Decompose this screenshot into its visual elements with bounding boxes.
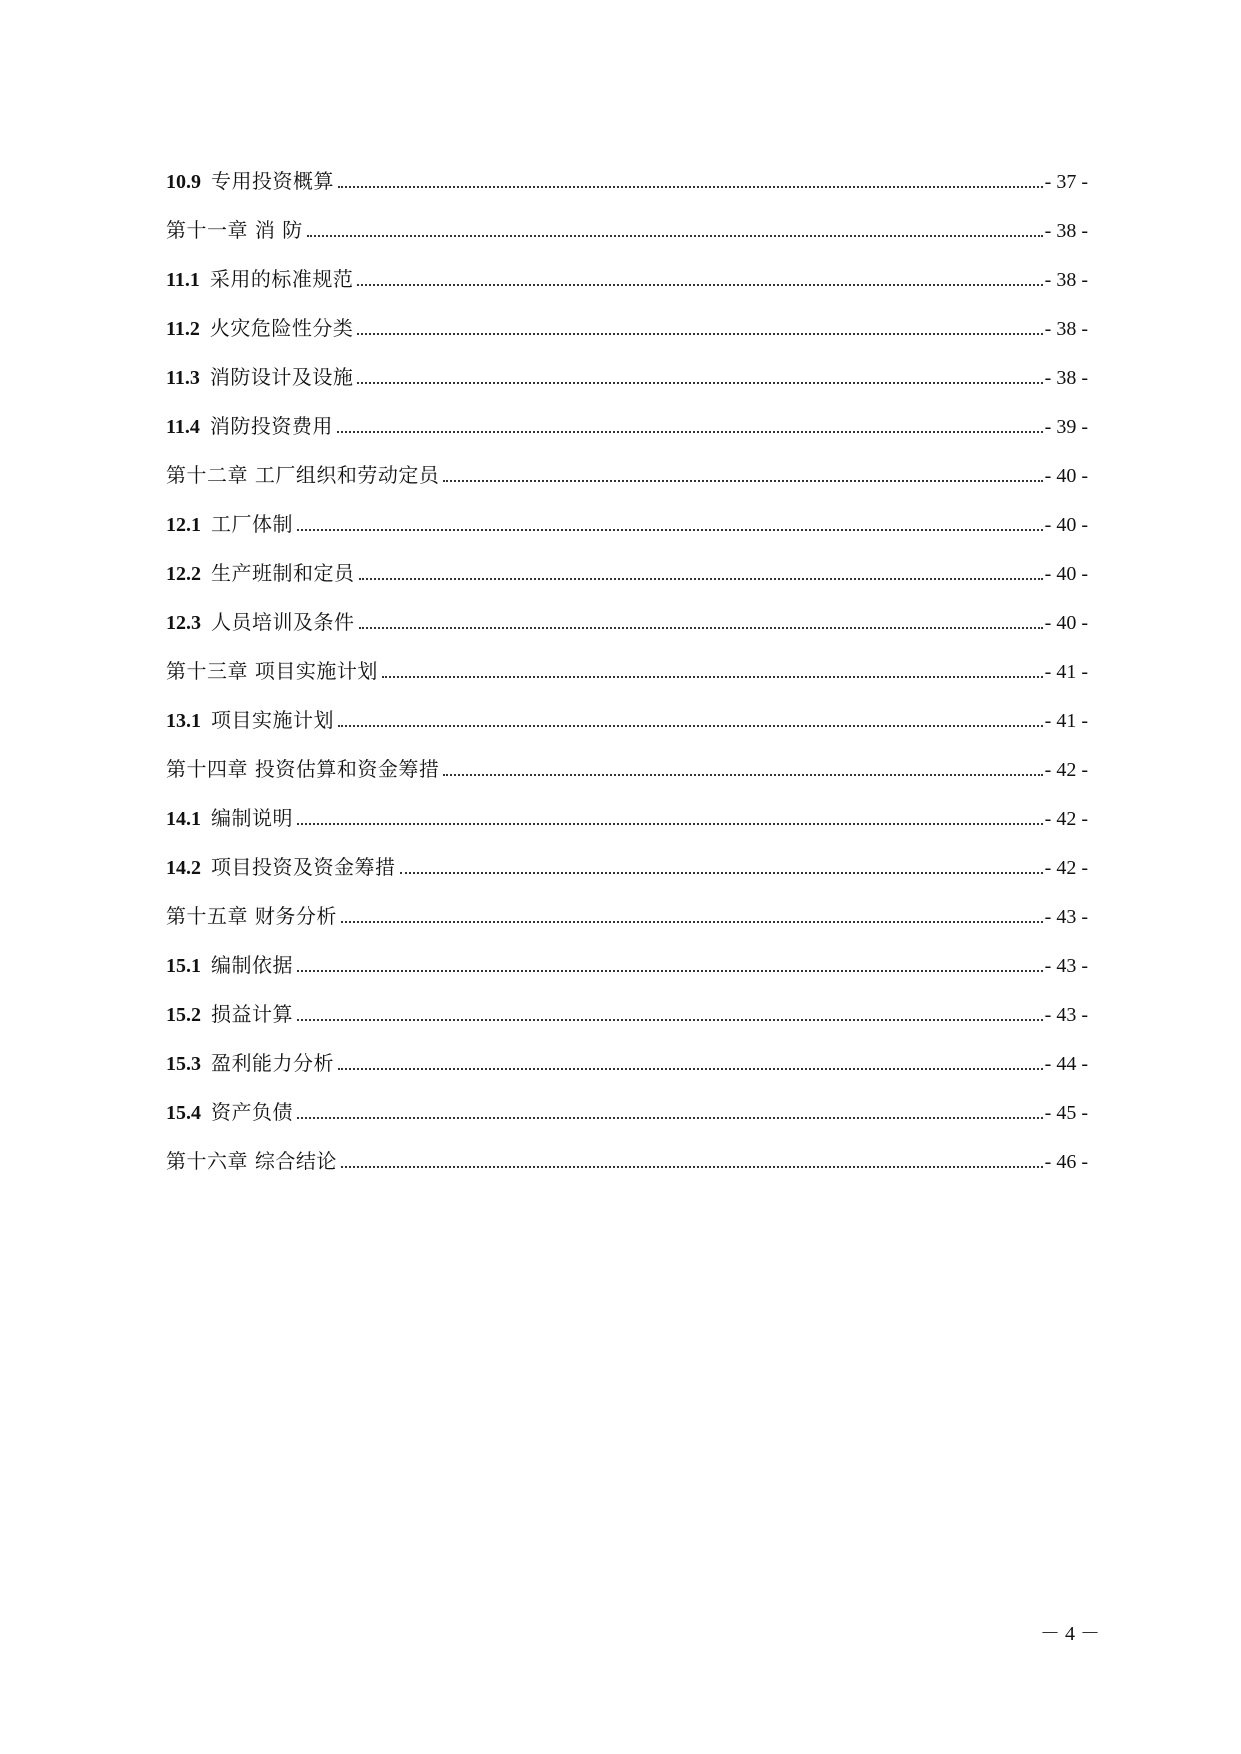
- dot-leader: [359, 577, 1043, 580]
- toc-page-number: - 39 -: [1044, 416, 1088, 438]
- toc-section-text: 损益计算: [211, 1002, 293, 1026]
- toc-entry-title: [166, 610, 355, 635]
- dot-leader: [338, 724, 1043, 727]
- toc-section-text: 项目实施计划: [211, 708, 334, 732]
- toc-section-text: 消防投资费用: [209, 414, 333, 438]
- toc-entry-title: [166, 806, 293, 831]
- toc-page-number: - 43 -: [1044, 955, 1088, 977]
- toc-entry-title: [166, 463, 439, 487]
- toc-entry[interactable]: [166, 904, 1088, 953]
- dot-leader: [341, 1165, 1043, 1168]
- toc-page-number: - 40 -: [1044, 563, 1088, 585]
- toc-entry-title: [166, 414, 333, 439]
- toc-entry[interactable]: [166, 512, 1088, 561]
- toc-page-number: - 46 -: [1044, 1151, 1088, 1173]
- toc-entry[interactable]: [166, 1149, 1088, 1198]
- dot-leader: [443, 773, 1042, 776]
- dot-leader: [359, 626, 1043, 629]
- toc-section-number: 15.3: [166, 1053, 201, 1075]
- toc-entry[interactable]: [166, 610, 1088, 659]
- toc-entry-title: [166, 1051, 334, 1076]
- dot-leader: [337, 430, 1043, 433]
- toc-entry-title: [166, 1002, 293, 1027]
- toc-entry-title: [166, 953, 293, 978]
- toc-section-number: 11.4: [166, 416, 200, 438]
- toc-section-number: 11.1: [166, 269, 200, 291]
- toc-entry[interactable]: [166, 316, 1088, 365]
- toc-section-number: 15.1: [166, 955, 201, 977]
- toc-section-number: 12.3: [166, 612, 201, 634]
- toc-section-text: 第十五章 财务分析: [166, 904, 337, 928]
- toc-entry-title: [166, 561, 355, 586]
- toc-entry[interactable]: [166, 708, 1088, 757]
- dot-leader: [307, 234, 1043, 237]
- toc-entry[interactable]: [166, 463, 1088, 512]
- toc-entry-title: [166, 316, 353, 341]
- toc-section-number: 14.1: [166, 808, 201, 830]
- toc-page-number: - 38 -: [1044, 367, 1088, 389]
- toc-page-number: - 43 -: [1044, 1004, 1088, 1026]
- toc-section-number: 11.3: [166, 367, 200, 389]
- toc-page-number: - 37 -: [1044, 171, 1088, 193]
- toc-entry[interactable]: [166, 414, 1088, 463]
- dot-leader: [297, 969, 1043, 972]
- toc-entry-title: [166, 1149, 337, 1173]
- toc-entry-title: [166, 365, 353, 390]
- toc-entry[interactable]: [166, 561, 1088, 610]
- toc-entry[interactable]: [166, 267, 1088, 316]
- toc-page-number: - 41 -: [1044, 710, 1088, 732]
- toc-page-number: - 42 -: [1044, 759, 1088, 781]
- toc-entry-title: [166, 708, 334, 733]
- dot-leader: [297, 1116, 1043, 1119]
- toc-entry-title: [166, 757, 439, 781]
- toc-section-number: 14.2: [166, 857, 201, 879]
- toc-section-text: 第十六章 综合结论: [166, 1149, 337, 1173]
- toc-section-text: 火灾危险性分类: [209, 316, 354, 340]
- toc-entry-title: [166, 1100, 293, 1125]
- toc-page-number: - 38 -: [1044, 269, 1088, 291]
- dot-leader: [341, 920, 1043, 923]
- toc-section-number: 11.2: [166, 318, 200, 340]
- toc-entry-title: [166, 512, 293, 537]
- toc-page-number: - 42 -: [1044, 857, 1088, 879]
- toc-entry-title: [166, 267, 353, 292]
- toc-entry[interactable]: [166, 855, 1088, 904]
- toc-page-number: - 42 -: [1044, 808, 1088, 830]
- toc-page-number: - 44 -: [1044, 1053, 1088, 1075]
- dot-leader: [297, 528, 1043, 531]
- toc-section-number: 10.9: [166, 171, 201, 193]
- toc-section-text: 消防设计及设施: [209, 365, 354, 389]
- toc-section-number: 12.2: [166, 563, 201, 585]
- toc-entry[interactable]: [166, 1002, 1088, 1051]
- toc-section-number: 12.1: [166, 514, 201, 536]
- toc-page-number: - 38 -: [1044, 220, 1088, 242]
- toc-entry-title: [166, 855, 396, 880]
- toc-section-number: 15.4: [166, 1102, 201, 1124]
- dot-leader: [338, 185, 1043, 188]
- toc-section-text: 项目投资及资金筹措: [211, 855, 396, 879]
- toc-section-text: 采用的标准规范: [209, 267, 354, 291]
- toc-page-number: - 40 -: [1044, 465, 1088, 487]
- toc-entry[interactable]: [166, 757, 1088, 806]
- toc-entry[interactable]: [166, 806, 1088, 855]
- toc-entry[interactable]: [166, 365, 1088, 414]
- toc-entry[interactable]: [166, 1051, 1088, 1100]
- dot-leader: [297, 822, 1043, 825]
- toc-page-number: - 41 -: [1044, 661, 1088, 683]
- dot-leader: [357, 283, 1042, 286]
- toc-entry-title: [166, 169, 334, 194]
- toc-section-text: 编制依据: [211, 953, 293, 977]
- toc-page-number: - 45 -: [1044, 1102, 1088, 1124]
- dot-leader: [297, 1018, 1043, 1021]
- toc-page-number: - 38 -: [1044, 318, 1088, 340]
- toc-section-text: 专用投资概算: [211, 169, 334, 193]
- dot-leader: [443, 479, 1042, 482]
- toc-entry-title: [166, 659, 378, 683]
- dot-leader: [382, 675, 1043, 678]
- toc-entry[interactable]: [166, 169, 1088, 218]
- page-number: － 4 －: [1040, 1623, 1100, 1645]
- toc-entry[interactable]: [166, 218, 1088, 267]
- toc-section-text: 生产班制和定员: [211, 561, 355, 585]
- toc-section-text: 第十四章 投资估算和资金筹措: [166, 757, 440, 781]
- toc-entry[interactable]: [166, 953, 1088, 1002]
- toc-section-number: 13.1: [166, 710, 201, 732]
- toc-section-text: 资产负债: [211, 1100, 293, 1124]
- toc-section-text: 盈利能力分析: [211, 1051, 334, 1075]
- toc-section-text: 第十二章 工厂组织和劳动定员: [166, 463, 440, 487]
- toc-section-text: 工厂体制: [211, 512, 293, 536]
- toc-page-number: - 40 -: [1044, 514, 1088, 536]
- toc-page-number: - 40 -: [1044, 612, 1088, 634]
- toc-section-text: 第十一章 消 防: [166, 218, 303, 242]
- toc-page-number: - 43 -: [1044, 906, 1088, 928]
- dot-leader: [338, 1067, 1043, 1070]
- toc-section-text: 人员培训及条件: [211, 610, 355, 634]
- toc-entry[interactable]: [166, 1100, 1088, 1149]
- table-of-contents: [166, 169, 1088, 1198]
- toc-entry[interactable]: [166, 659, 1088, 708]
- dot-leader: [400, 871, 1043, 874]
- dot-leader: [357, 332, 1042, 335]
- toc-entry-title: [166, 218, 303, 242]
- toc-section-text: 第十三章 项目实施计划: [166, 659, 378, 683]
- toc-section-number: 15.2: [166, 1004, 201, 1026]
- dot-leader: [357, 381, 1042, 384]
- toc-section-text: 编制说明: [211, 806, 293, 830]
- toc-entry-title: [166, 904, 337, 928]
